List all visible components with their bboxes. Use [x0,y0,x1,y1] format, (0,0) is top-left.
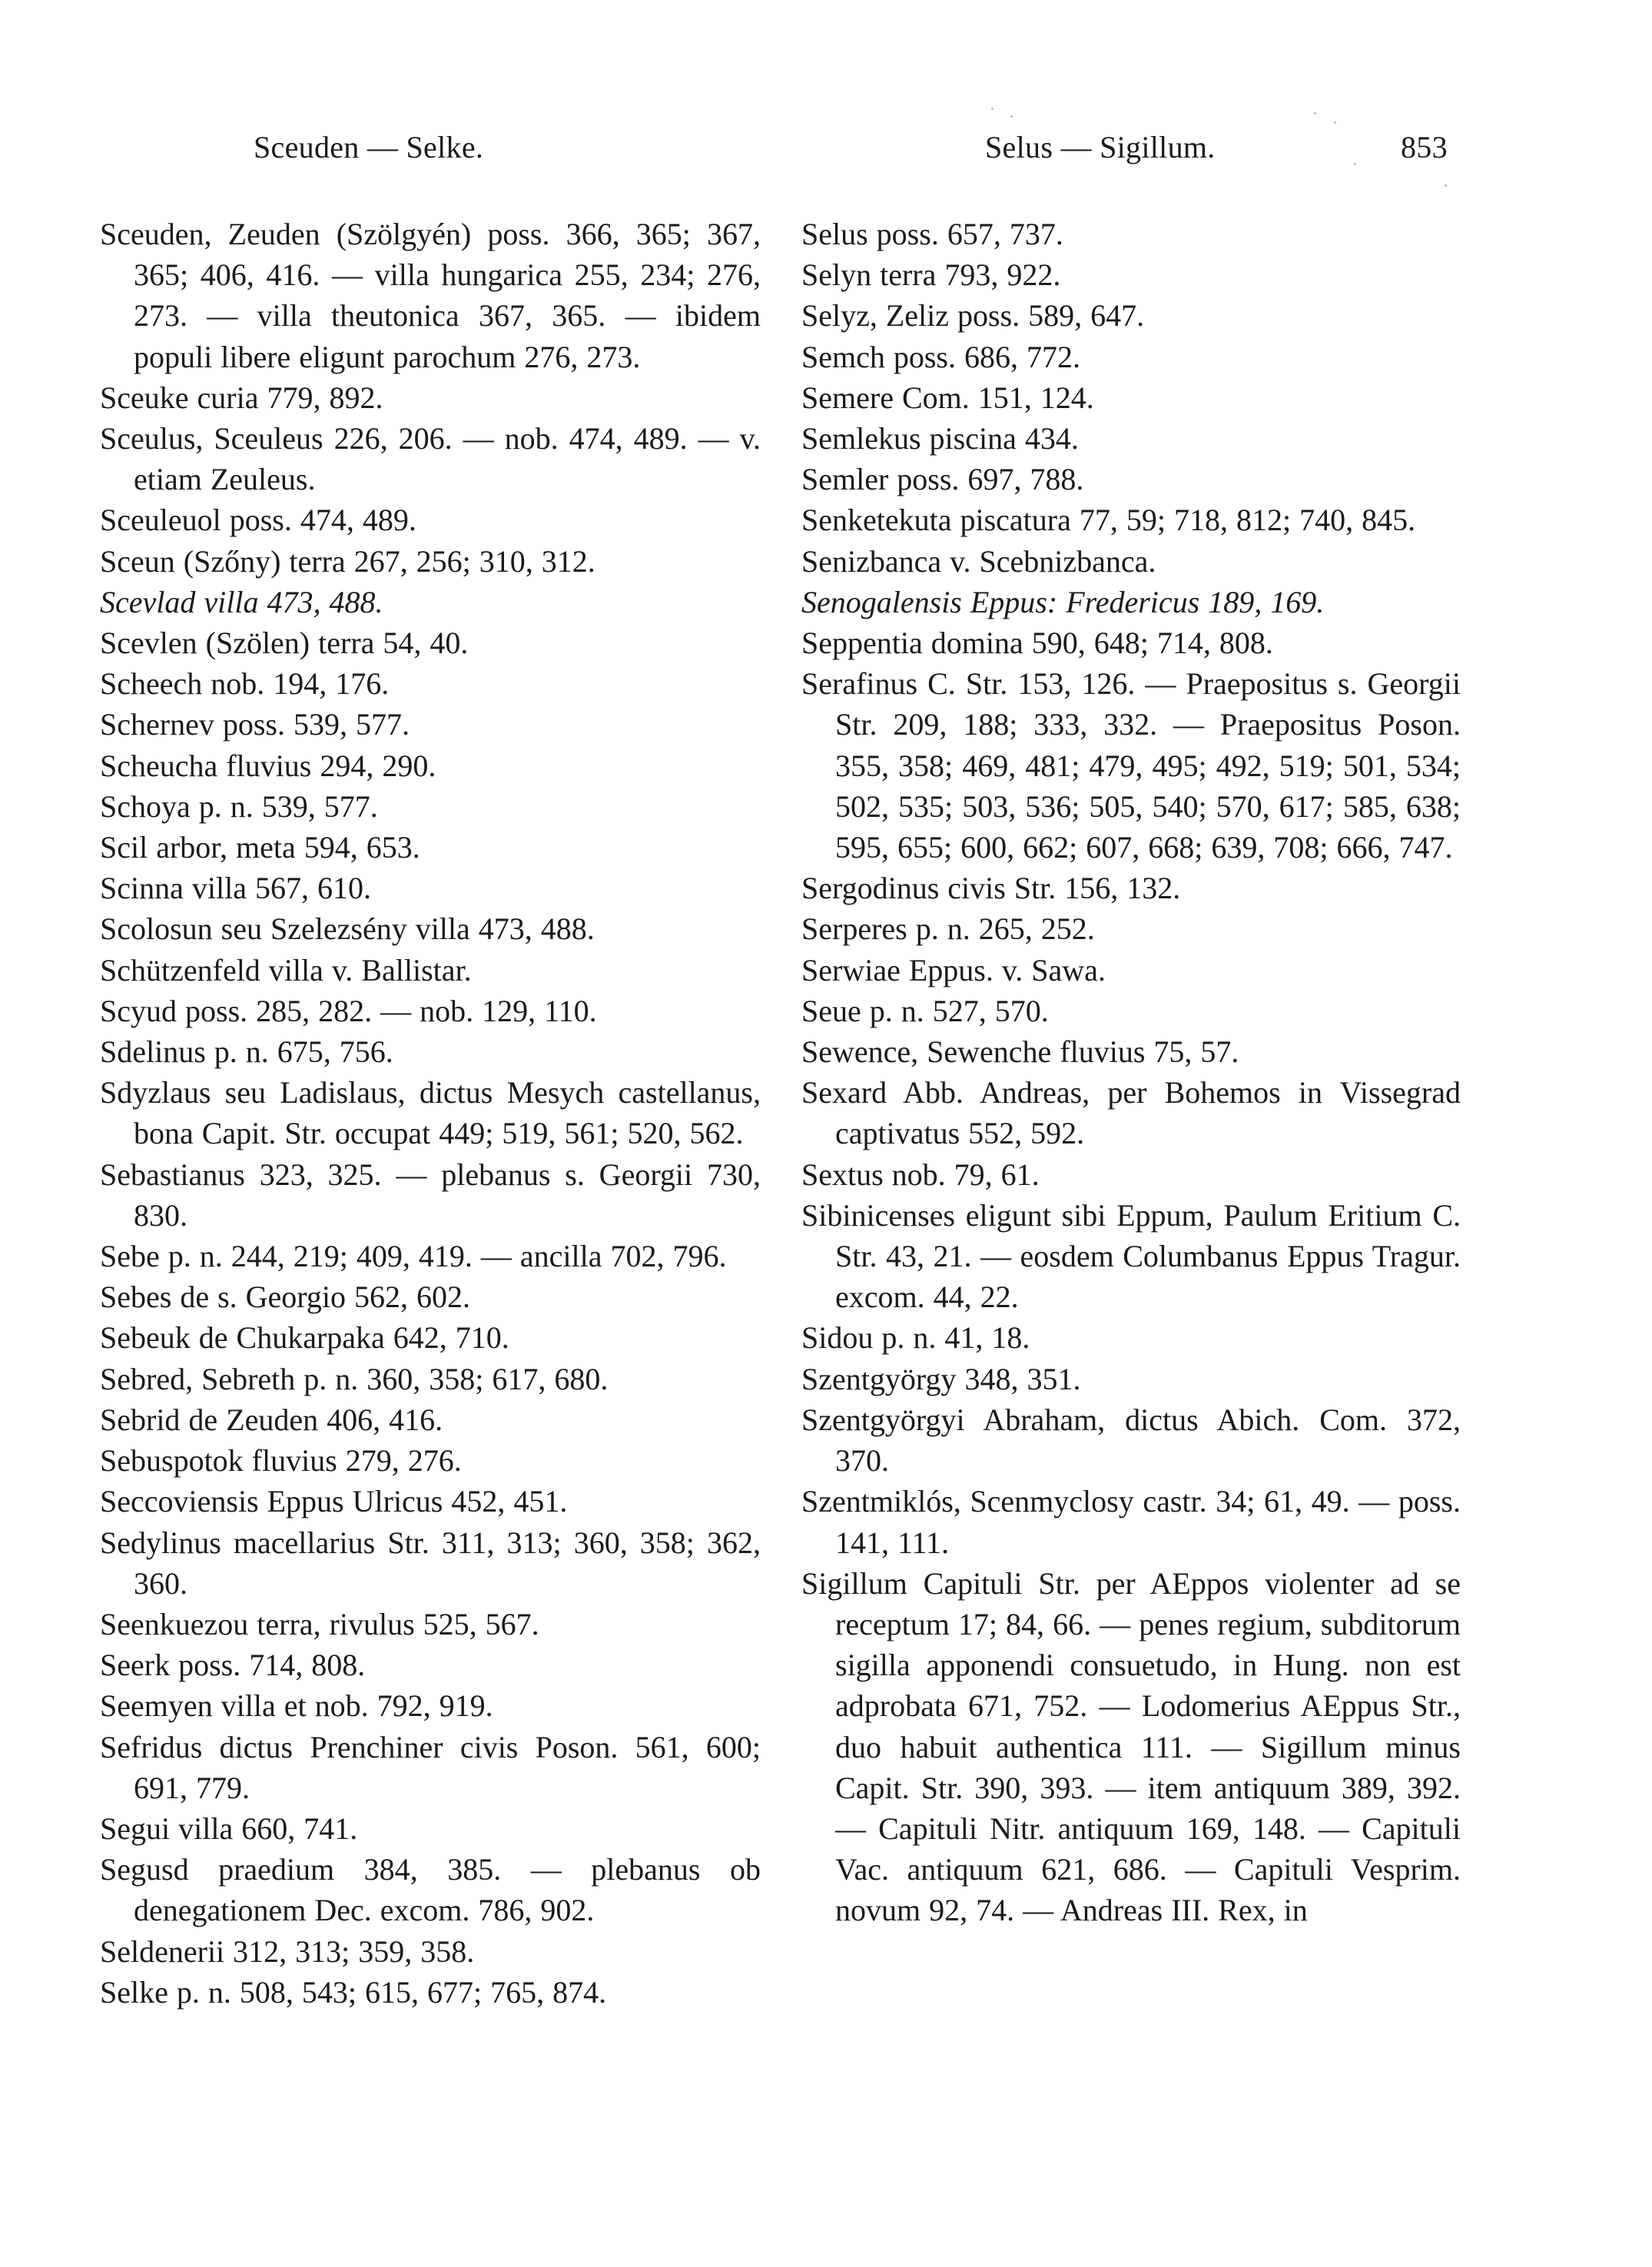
index-entry: Sebred, Sebreth p. n. 360, 358; 617, 680. [100,1361,609,1396]
index-entry: Semler poss. 697, 788. [801,462,1084,497]
index-entry: Seccoviensis Eppus Ulricus 452, 451. [100,1484,568,1519]
index-entry: Seenkuezou terra, rivulus 525, 567. [100,1606,539,1641]
index-entry: Schützenfeld villa v. Ballistar. [100,952,472,987]
index-entry: Seue p. n. 527, 570. [801,993,1049,1028]
index-entry: Seerk poss. 714, 808. [100,1648,366,1683]
index-entry: Sefridus dictus Prenchiner civis Poson. 561, 600; 691, 779. [100,1729,761,1805]
index-entry: Semere Com. 151, 124. [801,380,1094,415]
scan-speck [1314,112,1316,115]
index-entry: Sebrid de Zeuden 406, 416. [100,1402,443,1437]
index-entry: Seppentia domina 590, 648; 714, 808. [801,626,1273,661]
running-header-left: Sceuden — Selke. [254,130,484,164]
scan-speck [991,108,994,110]
index-entry: Sextus nob. 79, 61. [801,1157,1040,1192]
index-entry: Sigillum Capituli Str. per AEppos violenter ad se receptum 17; 84, 66. — penes regium, subditorum sigilla apponendi consuetudo, in Hung. non est adprobata 671, 752. — Lodomerius AEppus Str., duo habuit authentica 111. — Sigillum minus Capit. Str. 390, 393. — item antiquum 389, 392. — Capituli Nitr. antiquum 169, 148. — Capituli Vac. antiquum 621, 686. — Capituli Vesprim. novum 92, 74. — Andreas III. Rex, in [801,1565,1461,1928]
index-entry: Selyz, Zeliz poss. 589, 647. [801,298,1145,334]
index-entry: Sdyzlaus seu Ladislaus, dictus Mesych castellanus, bona Capit. Str. occupat 449; 519, 561; 520, 562. [100,1075,761,1151]
index-entry: Szentgyörgyi Abraham, dictus Abich. Com. 372, 370. [801,1402,1461,1479]
index-entry: Seemyen villa et nob. 792, 919. [100,1688,493,1724]
index-entry: Szentgyörgy 348, 351. [801,1361,1081,1396]
index-entry: Sceuleuol poss. 474, 489. [100,503,416,538]
index-entry: Sebe p. n. 244, 219; 409, 419. — ancilla 702, 796. [100,1239,727,1274]
index-entry: Sebes de s. Georgio 562, 602. [100,1280,470,1315]
index-entry: Serwiae Eppus. v. Sawa. [801,952,1106,987]
index-entry: Selyn terra 793, 922. [801,257,1061,293]
index-entry: Selus poss. 657, 737. [801,217,1063,251]
index-entry: Sceun (Szőny) terra 267, 256; 310, 312. [100,543,595,579]
index-entry: Serperes p. n. 265, 252. [801,911,1095,947]
index-entry: Sdelinus p. n. 675, 756. [100,1034,393,1070]
running-header-right: Selus — Sigillum. [985,130,1216,164]
index-entry: Sexard Abb. Andreas, per Bohemos in Vissegrad captivatus 552, 592. [801,1075,1461,1151]
index-entry: Senogalensis Eppus: Fredericus 189, 169. [801,584,1325,619]
index-entry: Sceuden, Zeuden (Szölgyén) poss. 366, 365; 367, 365; 406, 416. — villa hungarica 255, 234; 276, 273. — villa theutonica 367, 365. — ibidem populi libere eligunt parochum 276, 273. [100,217,761,374]
index-entry: Sceuke curia 779, 892. [100,380,383,415]
index-column-right [801,214,1461,1931]
index-entry: Sceulus, Sceuleus 226, 206. — nob. 474, 489. — v. etiam Zeuleus. [100,421,761,497]
index-entry: Sedylinus macellarius Str. 311, 313; 360, 358; 362, 360. [100,1525,761,1601]
index-entry: Seldenerii 312, 313; 359, 358. [100,1933,475,1969]
index-entry: Scinna villa 567, 610. [100,871,371,906]
index-entry: Scevlen (Szölen) terra 54, 40. [100,626,469,661]
index-entry: Sebastianus 323, 325. — plebanus s. Georgii 730, 830. [100,1157,761,1233]
index-entry: Senketekuta piscatura 77, 59; 718, 812; 740, 845. [801,503,1416,538]
index-entry: Sewence, Sewenche fluvius 75, 57. [801,1034,1239,1070]
index-entry: Semlekus piscina 434. [801,421,1079,456]
scan-speck [1445,184,1447,187]
index-entry: Schernev poss. 539, 577. [100,707,410,742]
index-entry: Schoya p. n. 539, 577. [100,788,378,824]
index-entry: Semch poss. 686, 772. [801,339,1080,374]
scan-speck [1334,121,1336,124]
index-entry: Sergodinus civis Str. 156, 132. [801,871,1181,906]
scan-speck [1354,163,1356,165]
index-entry: Scil arbor, meta 594, 653. [100,830,420,865]
index-entry: Szentmiklós, Scenmyclosy castr. 34; 61, 49. — poss. 141, 111. [801,1484,1461,1560]
index-entry: Scheucha fluvius 294, 290. [100,748,436,783]
index-entry: Senizbanca v. Scebnizbanca. [801,543,1156,579]
index-entry: Sibinicenses eligunt sibi Eppum, Paulum Eritium C. Str. 43, 21. — eosdem Columbanus Eppus Tragur. excom. 44, 22. [801,1197,1461,1315]
index-entry: Sidou p. n. 41, 18. [801,1320,1030,1356]
index-entry: Scolosun seu Szelezsény villa 473, 488. [100,911,595,947]
page-number: 853 [1401,130,1448,164]
index-entry: Serafinus C. Str. 153, 126. — Praepositus s. Georgii Str. 209, 188; 333, 332. — Praepositus Poson. 355, 358; 469, 481; 479, 495; 492, 519; 501, 534; 502, 535; 503, 536; 505, 540; 570, 617; 585, 638; 595, 655; 600, 662; 607, 668; 639, 708; 666, 747. [801,666,1461,865]
index-entry: Selke p. n. 508, 543; 615, 677; 765, 874. [100,1974,607,2010]
index-entry: Segui villa 660, 741. [100,1811,358,1846]
index-entry: Scevlad villa 473, 488. [100,584,383,619]
index-column-left [100,214,761,2013]
index-entry: Scheech nob. 194, 176. [100,666,390,702]
index-entry: Segusd praedium 384, 385. — plebanus ob denegationem Dec. excom. 786, 902. [100,1852,761,1928]
index-entry: Sebuspotok fluvius 279, 276. [100,1443,462,1479]
index-entry: Scyud poss. 285, 282. — nob. 129, 110. [100,993,597,1028]
scan-speck [1010,115,1013,118]
index-entry: Sebeuk de Chukarpaka 642, 710. [100,1320,509,1356]
